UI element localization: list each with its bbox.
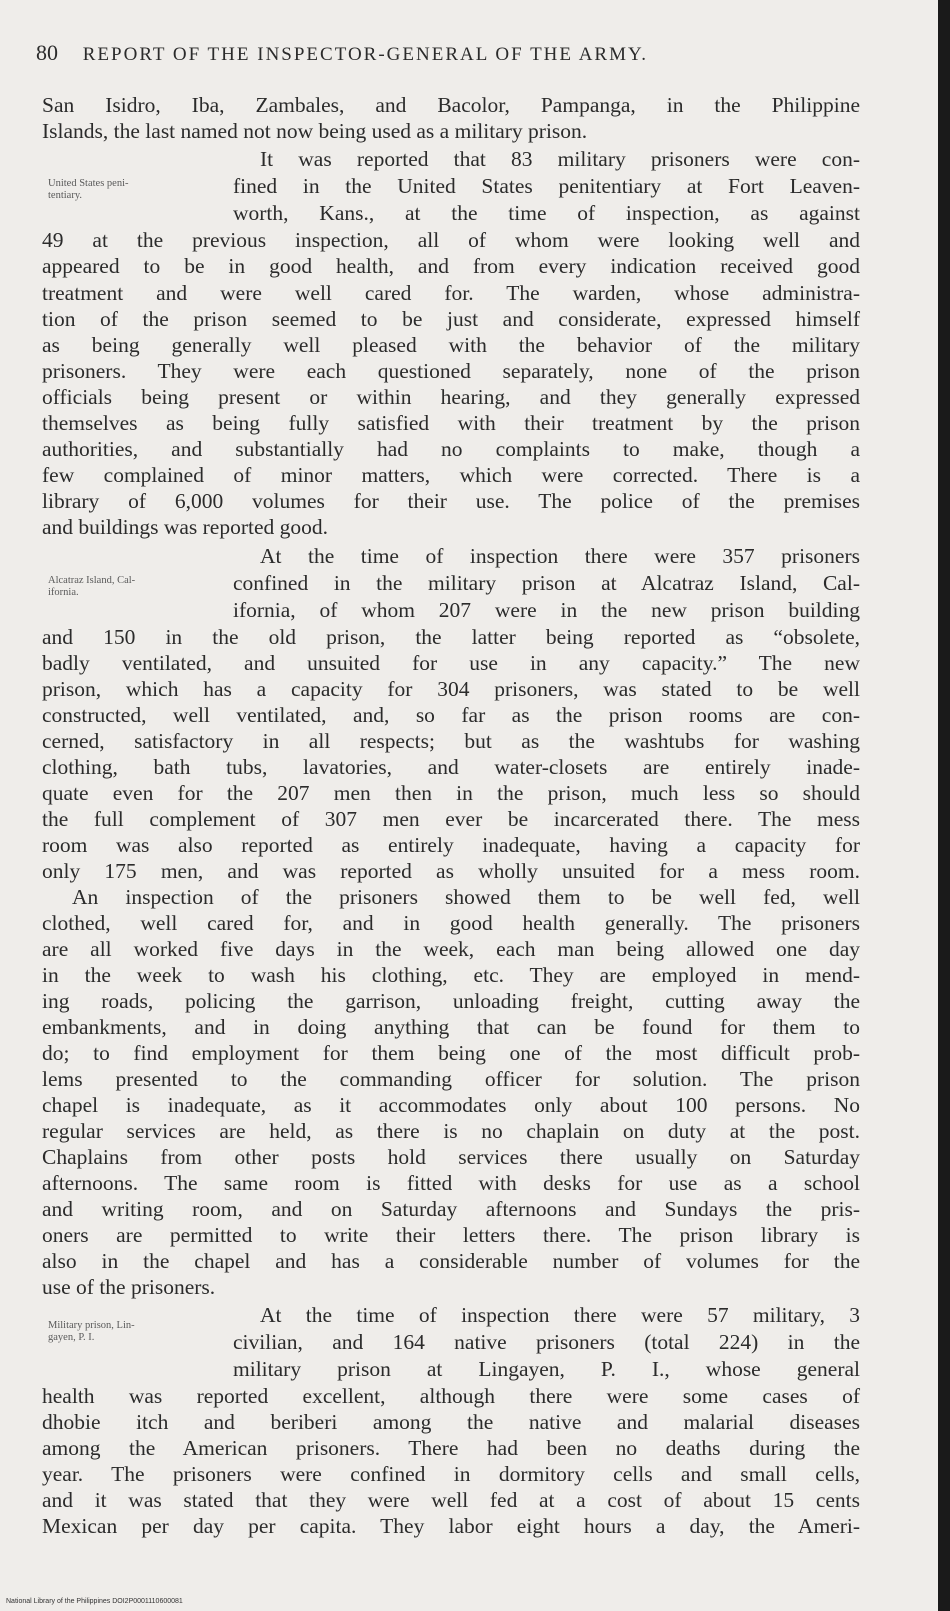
- text-line: are all worked five days in the week, each man being allowed one day: [42, 937, 860, 961]
- text-line: health was reported excellent, although there were some cases of: [42, 1384, 860, 1408]
- text-line: regular services are held, as there is no chaplain on duty at the post.: [42, 1119, 860, 1143]
- text-line: quate even for the 207 men then in the prison, much less so should: [42, 781, 860, 805]
- text-line: oners are permitted to write their letters there. The prison library is: [42, 1223, 860, 1247]
- text-line: constructed, well ventilated, and, so far as the prison rooms are con-: [42, 703, 860, 727]
- text-line: clothing, bath tubs, lavatories, and water-closets are entirely inade-: [42, 755, 860, 779]
- text-line: An inspection of the prisoners showed them to be well fed, well: [72, 885, 860, 909]
- text-line: fined in the United States penitentiary at Fort Leaven-: [233, 174, 860, 198]
- text-line: tion of the prison seemed to be just and considerate, expressed himself: [42, 307, 860, 331]
- text-line: and writing room, and on Saturday afternoons and Sundays the pris-: [42, 1197, 860, 1221]
- margin-note-line: Alcatraz Island, Cal-: [48, 575, 136, 586]
- margin-note-line: Military prison, Lin-: [48, 1320, 135, 1331]
- text-line: lems presented to the commanding officer for solution. The prison: [42, 1067, 860, 1091]
- text-line: 49 at the previous inspection, all of whom were looking well and: [42, 228, 860, 252]
- margin-note: [48, 575, 228, 599]
- text-line: and buildings was reported good.: [42, 515, 329, 539]
- margin-note-line: tentiary.: [48, 190, 83, 201]
- margin-note: [48, 178, 228, 202]
- text-line: only 175 men, and was reported as wholly unsuited for a mess room.: [42, 859, 860, 883]
- text-line: Mexican per day per capita. They labor eight hours a day, the Ameri-: [42, 1514, 860, 1538]
- text-line: do; to find employment for them being one of the most difficult prob-: [42, 1041, 860, 1065]
- text-line: San Isidro, Iba, Zambales, and Bacolor, Pampanga, in the Philippine: [42, 93, 860, 117]
- text-line: At the time of inspection there were 57 military, 3: [260, 1303, 860, 1327]
- text-line: military prison at Lingayen, P. I., whose general: [233, 1357, 860, 1381]
- text-line: appeared to be in good health, and from every indication received good: [42, 254, 860, 278]
- running-head-title: REPORT OF THE INSPECTOR-GENERAL OF THE ARMY.: [82, 44, 649, 65]
- text-line: use of the prisoners.: [42, 1275, 216, 1299]
- text-line: few complained of minor matters, which were corrected. There is a: [42, 463, 860, 487]
- text-line: prison, which has a capacity for 304 prisoners, was stated to be well: [42, 677, 860, 701]
- text-line: clothed, well cared for, and in good health generally. The prisoners: [42, 911, 860, 935]
- text-line: dhobie itch and beriberi among the native and malarial diseases: [42, 1410, 860, 1434]
- text-line: ing roads, policing the garrison, unloading freight, cutting away the: [42, 989, 860, 1013]
- text-line: prisoners. They were each questioned separately, none of the prison: [42, 359, 860, 383]
- text-line: chapel is inadequate, as it accommodates only about 100 persons. No: [42, 1093, 860, 1117]
- text-line: civilian, and 164 native prisoners (total 224) in the: [233, 1330, 860, 1354]
- text-line: embankments, and in doing anything that can be found for them to: [42, 1015, 860, 1039]
- page-number: 80: [36, 40, 58, 65]
- text-line: confined in the military prison at Alcatraz Island, Cal-: [233, 571, 860, 595]
- text-line: afternoons. The same room is fitted with desks for use as a school: [42, 1171, 860, 1195]
- text-line: At the time of inspection there were 357 prisoners: [260, 544, 860, 568]
- text-line: year. The prisoners were confined in dormitory cells and small cells,: [42, 1462, 860, 1486]
- margin-note-line: United States peni-: [48, 178, 129, 189]
- text-line: among the American prisoners. There had been no deaths during the: [42, 1436, 860, 1460]
- text-line: ifornia, of whom 207 were in the new prison building: [233, 598, 860, 622]
- text-line: officials being present or within hearing, and they generally expressed: [42, 385, 860, 409]
- text-line: badly ventilated, and unsuited for use in any capacity.” The new: [42, 651, 860, 675]
- text-line: themselves as being fully satisfied with their treatment by the prison: [42, 411, 860, 435]
- text-line: library of 6,000 volumes for their use. The police of the premises: [42, 489, 860, 513]
- text-line: authorities, and substantially had no complaints to make, though a: [42, 437, 860, 461]
- running-head: [36, 40, 896, 66]
- text-line: It was reported that 83 military prisoners were con-: [260, 147, 860, 171]
- text-line: the full complement of 307 men ever be incarcerated there. The mess: [42, 807, 860, 831]
- text-line: room was also reported as entirely inadequate, having a capacity for: [42, 833, 860, 857]
- margin-note-line: ifornia.: [48, 587, 79, 598]
- margin-note: [48, 1320, 228, 1344]
- scan-footer: National Library of the Philippines DOI2P0001110600081: [6, 1598, 183, 1605]
- text-line: as being generally well pleased with the behavior of the military: [42, 333, 860, 357]
- margin-note-line: gayen, P. I.: [48, 1332, 95, 1343]
- text-line: and 150 in the old prison, the latter being reported as “obsolete,: [42, 625, 860, 649]
- text-line: treatment and were well cared for. The warden, whose administra-: [42, 281, 860, 305]
- binding-edge: [938, 0, 950, 1611]
- text-line: Chaplains from other posts hold services there usually on Saturday: [42, 1145, 860, 1169]
- text-line: cerned, satisfactory in all respects; but as the washtubs for washing: [42, 729, 860, 753]
- text-line: and it was stated that they were well fed at a cost of about 15 cents: [42, 1488, 860, 1512]
- text-line: worth, Kans., at the time of inspection, as against: [233, 201, 860, 225]
- text-line: Islands, the last named not now being used as a military prison.: [42, 119, 588, 143]
- text-line: in the week to wash his clothing, etc. They are employed in mend-: [42, 963, 860, 987]
- text-line: also in the chapel and has a considerable number of volumes for the: [42, 1249, 860, 1273]
